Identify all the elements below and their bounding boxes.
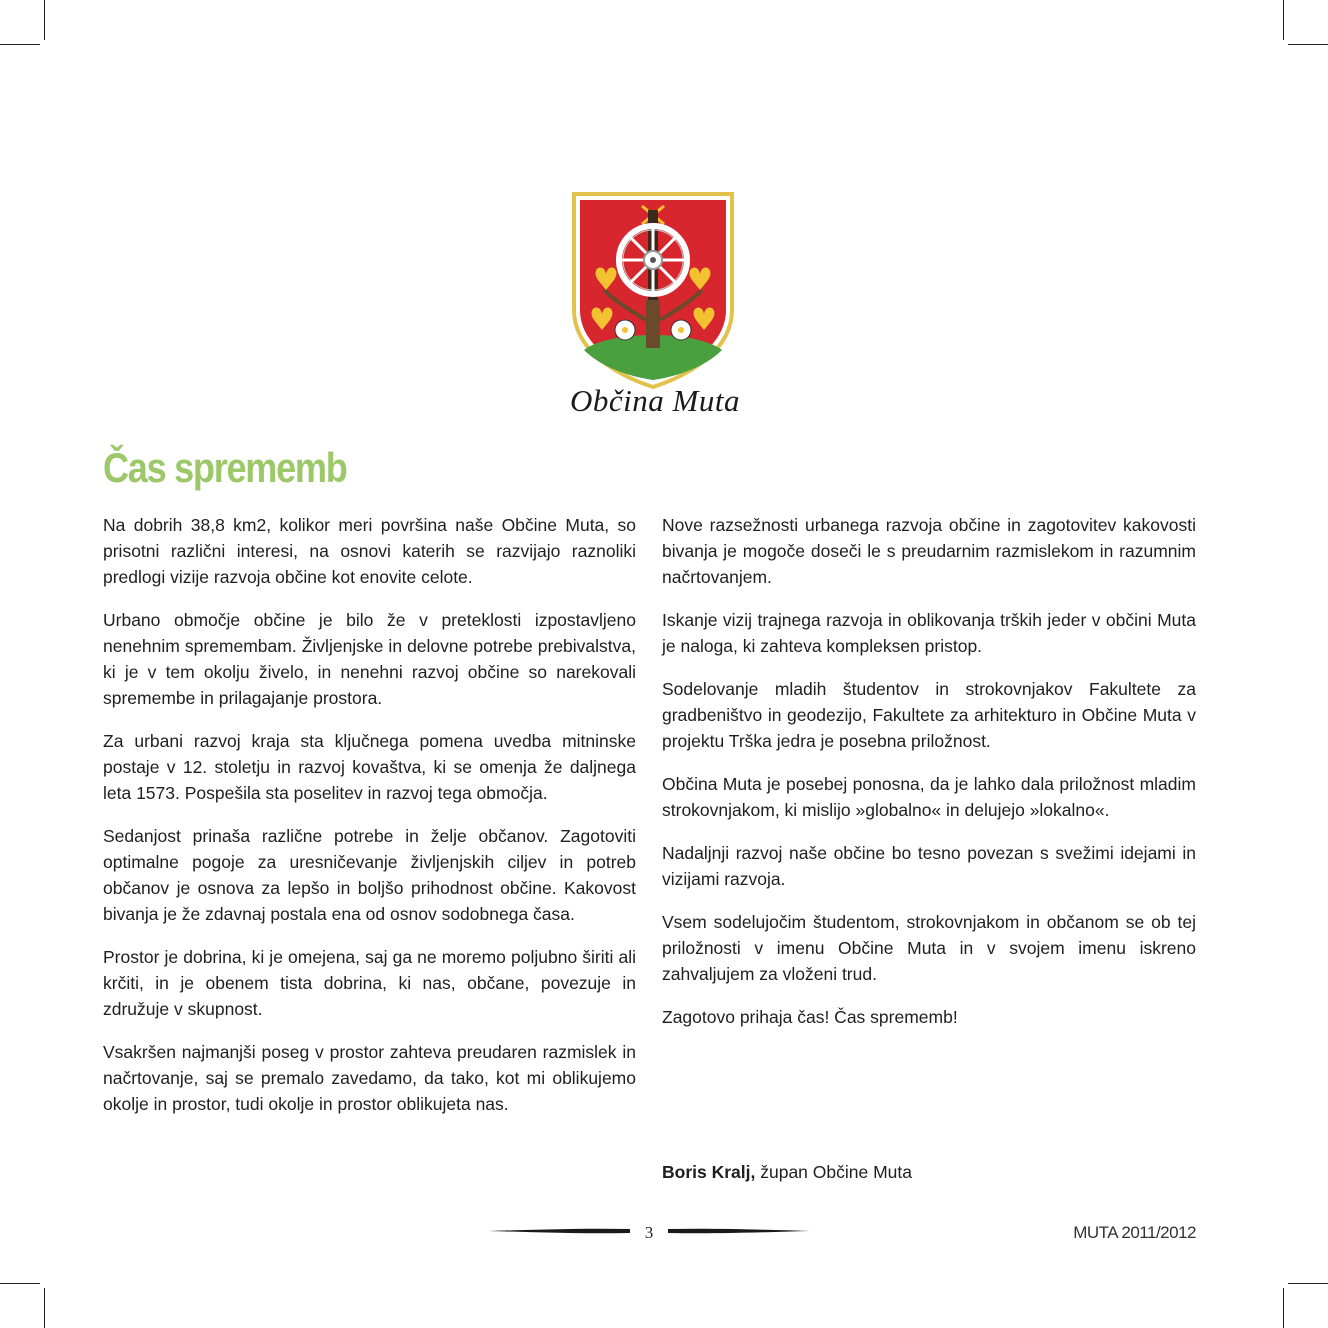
- signature-name: Boris Kralj,: [662, 1162, 756, 1182]
- article-title: Čas sprememb: [103, 444, 347, 491]
- page-number: 3: [644, 1223, 654, 1242]
- paragraph: Za urbani razvoj kraja sta ključnega pomena uvedba mitninske postaje v 12. stoletju in razvoj kovaštva, ki se omenja že daljnega leta 1573. Pospešila sta poselitev in razvoj tega območja.: [103, 731, 636, 803]
- right-column: [662, 512, 1196, 1047]
- coat-of-arms-icon: [570, 190, 736, 390]
- crop-mark: [1288, 1283, 1328, 1284]
- paragraph: Prostor je dobrina, ki je omejena, saj ga ne moremo poljubno širiti ali krčiti, in je obenem tista dobrina, ki nas, občane, povezuje in združuje v skupnost.: [103, 947, 636, 1019]
- crop-mark: [1288, 44, 1328, 45]
- paragraph: Vsem sodelujočim študentom, strokovnjakom in občanom se ob tej priložnosti v imenu Občine Muta in v svojem imenu iskreno zahvaljujem za vloženi trud.: [662, 912, 1196, 984]
- crop-mark: [44, 1288, 45, 1328]
- crop-mark: [44, 0, 45, 40]
- paragraph: Urbano območje občine je bilo že v preteklosti izpostavljeno nenehnim spremembam. Življenjske in delovne potrebe prebivalstva, ki je v tem okolju živelo, in nenehni razvoj občine so narekovali spremembe in prilagajanje prostora.: [103, 610, 636, 708]
- paragraph: Sedanjost prinaša različne potrebe in želje občanov. Zagotoviti optimalne pogoje za uresničevanje življenjskih ciljev in potreb občanov je osnova za lepšo in boljšo prihodnost občine. Kakovost bivanja je že zdavnaj postala ena od osnov sodobnega časa.: [103, 826, 636, 924]
- footer-rule-left: [488, 1226, 630, 1236]
- footer-rule-right: [668, 1226, 810, 1236]
- signature-role: župan Občine Muta: [755, 1162, 912, 1182]
- paragraph: Nove razsežnosti urbanega razvoja občine in zagotovitev kakovosti bivanja je mogoče doseči le s preudarnim razmislekom in razumnim načrtovanjem.: [662, 515, 1196, 587]
- paragraph: Nadaljnji razvoj naše občine bo tesno povezan s svežimi idejami in vizijami razvoja.: [662, 843, 1196, 889]
- crop-mark: [1283, 1288, 1284, 1328]
- paragraph: Zagotovo prihaja čas! Čas sprememb!: [662, 1007, 958, 1027]
- paragraph: Na dobrih 38,8 km2, kolikor meri površina naše Občine Muta, so prisotni različni interesi, na osnovi katerih se razvijajo raznoliki predlogi vizije razvoja občine kot enovite celote.: [103, 515, 636, 587]
- paragraph: Vsakršen najmanjši poseg v prostor zahteva preudaren razmislek in načrtovanje, saj se premalo zavedamo, da tako, kot mi oblikujemo okolje in prostor, tudi okolje in prostor oblikujeta nas.: [103, 1042, 636, 1114]
- crop-mark: [0, 44, 40, 45]
- municipality-name: Občina Muta: [570, 383, 740, 418]
- paragraph: Sodelovanje mladih študentov in strokovnjakov Fakultete za gradbeništvo in geodezijo, Fakultete za arhitekturo in Občine Muta v projektu Trška jedra je posebna priložnost.: [662, 679, 1196, 751]
- crop-mark: [1283, 0, 1284, 40]
- paragraph: Občina Muta je posebej ponosna, da je lahko dala priložnost mladim strokovnjakom, ki mislijo »globalno« in delujejo »lokalno«.: [662, 774, 1196, 820]
- crop-mark: [0, 1283, 40, 1284]
- signature: [662, 1159, 912, 1185]
- publication-label: MUTA 2011/2012: [1073, 1223, 1196, 1242]
- left-column: [103, 512, 636, 1134]
- paragraph: Iskanje vizij trajnega razvoja in oblikovanja trških jeder v občini Muta je naloga, ki zahteva kompleksen pristop.: [662, 610, 1196, 656]
